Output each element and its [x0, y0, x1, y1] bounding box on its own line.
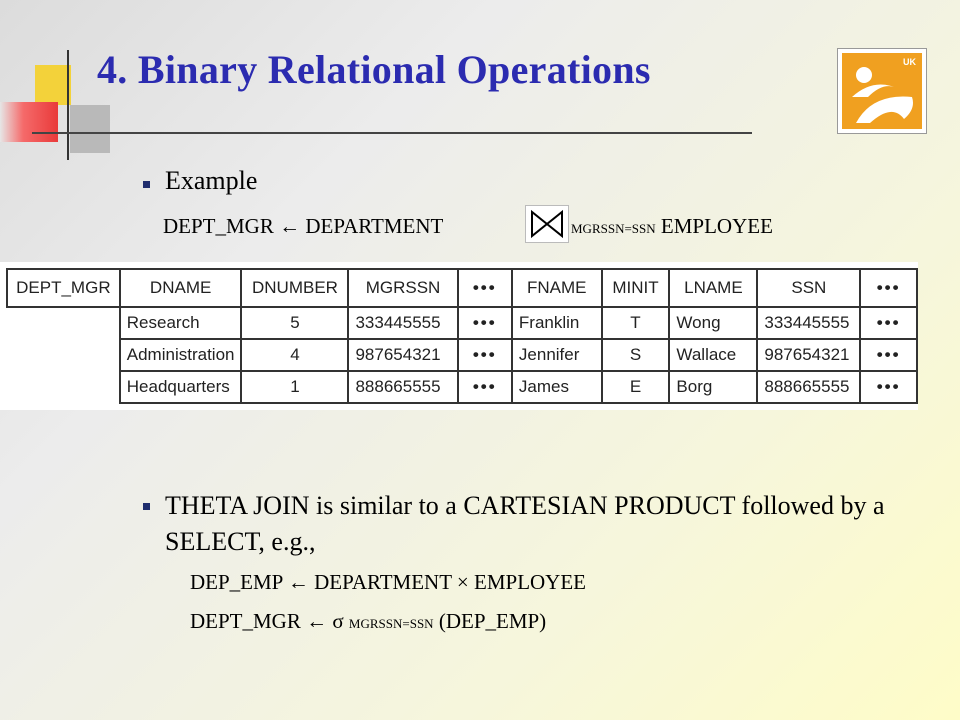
- join-symbol-icon: [525, 205, 569, 243]
- column-header: LNAME: [669, 269, 757, 307]
- table-cell: •••: [860, 339, 917, 371]
- dept-mgr-table: [6, 268, 918, 404]
- column-header: FNAME: [512, 269, 602, 307]
- logo-icon: [842, 53, 922, 129]
- example-label: Example: [165, 166, 258, 195]
- table-header-row: [7, 269, 917, 307]
- theta-join-description: THETA JOIN is similar to a CARTESIAN PRODUCT followed by a SELECT, e.g.,: [165, 491, 885, 556]
- bullet-icon: [143, 503, 150, 510]
- join-formula-right: EMPLOYEE: [660, 214, 773, 238]
- table-cell: Jennifer: [512, 339, 602, 371]
- table-cell: 888665555: [757, 371, 860, 403]
- cartesian-formula: DEP_EMP ← DEPARTMENT × EMPLOYEE: [190, 570, 587, 594]
- column-header: •••: [458, 269, 512, 307]
- join-formula-right-part: [571, 214, 773, 239]
- select-formula: [190, 609, 546, 634]
- table-cell: Wong: [669, 307, 757, 339]
- table-cell: 987654321: [348, 339, 457, 371]
- join-formula-left: DEPT_MGR ← DEPARTMENT: [163, 214, 444, 238]
- table-row: [7, 339, 917, 371]
- column-header: •••: [860, 269, 917, 307]
- select-condition-subscript: MGRSSN=SSN: [348, 616, 434, 631]
- table-cell: 987654321: [757, 339, 860, 371]
- table-cell: •••: [860, 371, 917, 403]
- slide-title: 4. Binary Relational Operations: [97, 47, 651, 92]
- table-cell: Headquarters: [120, 371, 242, 403]
- column-header: MINIT: [602, 269, 670, 307]
- join-condition-subscript: MGRSSN=SSN: [571, 221, 656, 236]
- table-cell: Wallace: [669, 339, 757, 371]
- table-row: [7, 371, 917, 403]
- table-cell: •••: [458, 339, 512, 371]
- column-header: DNAME: [120, 269, 242, 307]
- column-header: DNUMBER: [241, 269, 348, 307]
- table-cell: 333445555: [757, 307, 860, 339]
- table-cell: •••: [860, 307, 917, 339]
- table-cell: 5: [241, 307, 348, 339]
- column-header: SSN: [757, 269, 860, 307]
- table-cell: T: [602, 307, 670, 339]
- decor-red-square: [0, 102, 58, 142]
- table-cell: E: [602, 371, 670, 403]
- column-header: MGRSSN: [348, 269, 457, 307]
- table-cell: Borg: [669, 371, 757, 403]
- empty-cell: [7, 307, 120, 339]
- table-row: [7, 307, 917, 339]
- relation-name-cell: DEPT_MGR: [7, 269, 120, 307]
- table-cell: 4: [241, 339, 348, 371]
- table-cell: 888665555: [348, 371, 457, 403]
- result-relation-table: [0, 262, 918, 410]
- logo-text: UK: [903, 57, 916, 67]
- decor-horizontal-line: [32, 132, 752, 134]
- table-cell: Franklin: [512, 307, 602, 339]
- empty-cell: [7, 371, 120, 403]
- table-cell: James: [512, 371, 602, 403]
- table-cell: 1: [241, 371, 348, 403]
- select-formula-left: DEPT_MGR ← σ: [190, 609, 344, 633]
- decor-vertical-line: [67, 50, 69, 160]
- table-cell: •••: [458, 371, 512, 403]
- join-formula: [163, 214, 443, 239]
- table-cell: 333445555: [348, 307, 457, 339]
- university-logo: [837, 48, 927, 134]
- table-cell: S: [602, 339, 670, 371]
- decor-gray-square: [70, 105, 110, 153]
- table-cell: Administration: [120, 339, 242, 371]
- select-formula-right: (DEP_EMP): [438, 609, 547, 633]
- table-cell: •••: [458, 307, 512, 339]
- empty-cell: [7, 339, 120, 371]
- decor-yellow-square: [35, 65, 71, 105]
- bullet-icon: [143, 181, 150, 188]
- table-cell: Research: [120, 307, 242, 339]
